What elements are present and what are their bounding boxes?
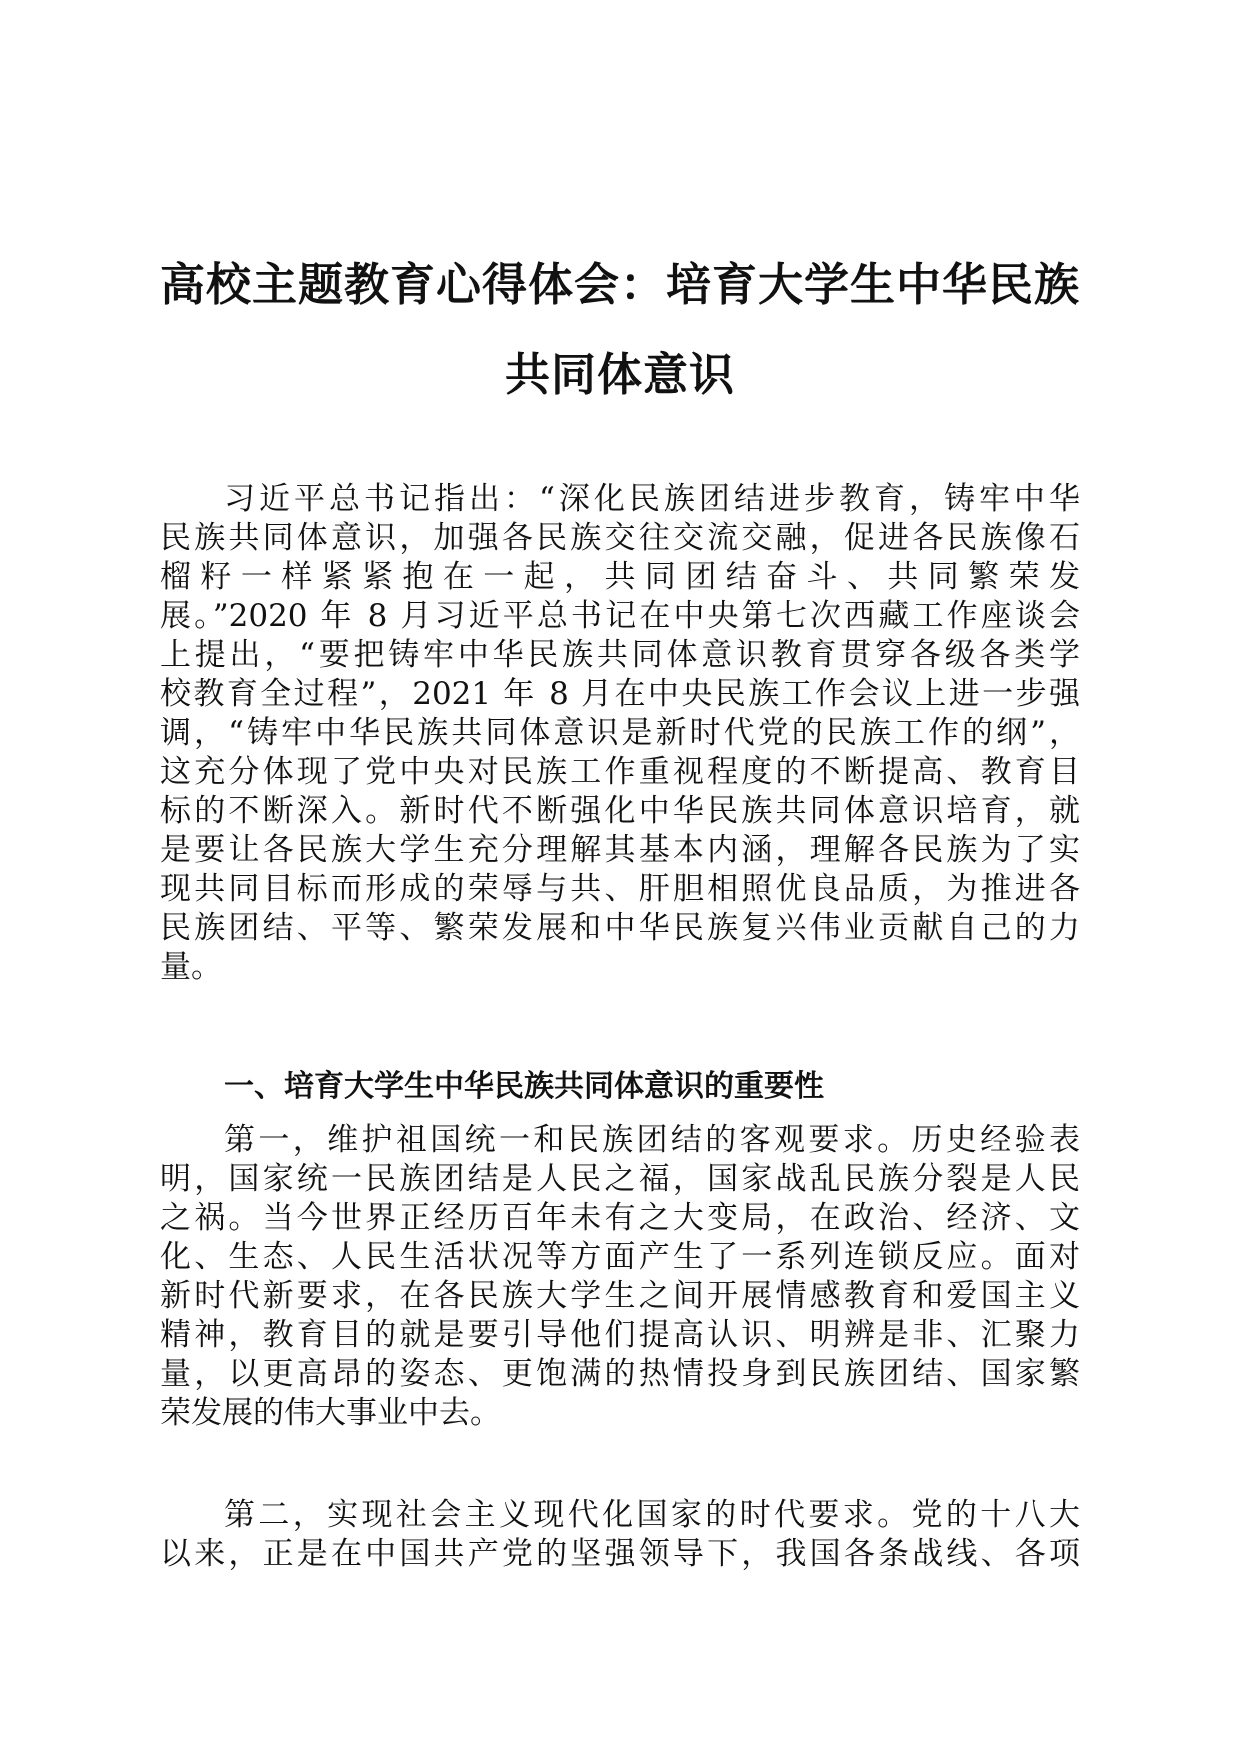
paragraph-2 — [160, 1496, 1080, 1574]
intro-line: 民族团结、平等、繁荣发展和中华民族复兴伟业贡献自己的力 — [160, 910, 1080, 946]
intro-line: 上提出，“要把铸牢中华民族共同体意识教育贯穿各级各类学 — [160, 637, 1080, 673]
paragraph-line: 化、生态、人民生活状况等方面产生了一系列连锁反应。面对 — [160, 1239, 1080, 1275]
intro-line: 习近平总书记指出：“深化民族团结进步教育，铸牢中华 — [224, 481, 1080, 517]
document-title-line-1: 高校主题教育心得体会：培育大学生中华民族 — [159, 258, 1080, 311]
intro-line: 校教育全过程”，2021 年 8 月在中央民族工作会议上进一步强 — [160, 676, 1080, 712]
paragraph-line: 第一，维护祖国统一和民族团结的客观要求。历史经验表 — [224, 1122, 1080, 1158]
intro-line: 榴籽一样紧紧抱在一起，共同团结奋斗、共同繁荣发 — [160, 559, 1080, 595]
intro-line: 调，“铸牢中华民族共同体意识是新时代党的民族工作的纲”， — [160, 715, 1080, 751]
intro-line: 展。”2020 年 8 月习近平总书记在中央第七次西藏工作座谈会 — [160, 598, 1080, 634]
intro-line: 民族共同体意识，加强各民族交往交流交融，促进各民族像石 — [160, 520, 1080, 556]
intro-line: 标的不断深入。新时代不断强化中华民族共同体意识培育，就 — [160, 793, 1080, 829]
section-heading-block — [160, 1067, 1080, 1106]
paragraph-1 — [160, 1121, 1080, 1433]
document-title-line-2: 共同体意识 — [504, 348, 735, 401]
paragraph-line: 第二，实现社会主义现代化国家的时代要求。党的十八大 — [224, 1497, 1080, 1533]
paragraph-line: 新时代新要求，在各民族大学生之间开展情感教育和爱国主义 — [160, 1278, 1080, 1314]
intro-line: 现共同目标而形成的荣辱与共、肝胆相照优良品质，为推进各 — [160, 871, 1080, 907]
intro-line: 是要让各民族大学生充分理解其基本内涵，理解各民族为了实 — [160, 832, 1080, 868]
paragraph-line: 量，以更高昂的姿态、更饱满的热情投身到民族团结、国家繁 — [160, 1356, 1080, 1392]
intro-line: 量。 — [160, 949, 222, 985]
section-heading: 一、培育大学生中华民族共同体意识的重要性 — [224, 1069, 824, 1104]
paragraph-line: 明，国家统一民族团结是人民之福，国家战乱民族分裂是人民 — [160, 1161, 1080, 1197]
intro-paragraph — [160, 480, 1080, 987]
paragraph-line: 荣发展的伟大事业中去。 — [160, 1395, 501, 1431]
paragraph-line: 以来，正是在中国共产党的坚强领导下，我国各条战线、各项 — [160, 1536, 1080, 1572]
paragraph-line: 精神，教育目的就是要引导他们提高认识、明辨是非、汇聚力 — [160, 1317, 1080, 1353]
paragraph-line: 之祸。当今世界正经历百年未有之大变局，在政治、经济、文 — [160, 1200, 1080, 1236]
intro-line: 这充分体现了党中央对民族工作重视程度的不断提高、教育目 — [160, 754, 1080, 790]
